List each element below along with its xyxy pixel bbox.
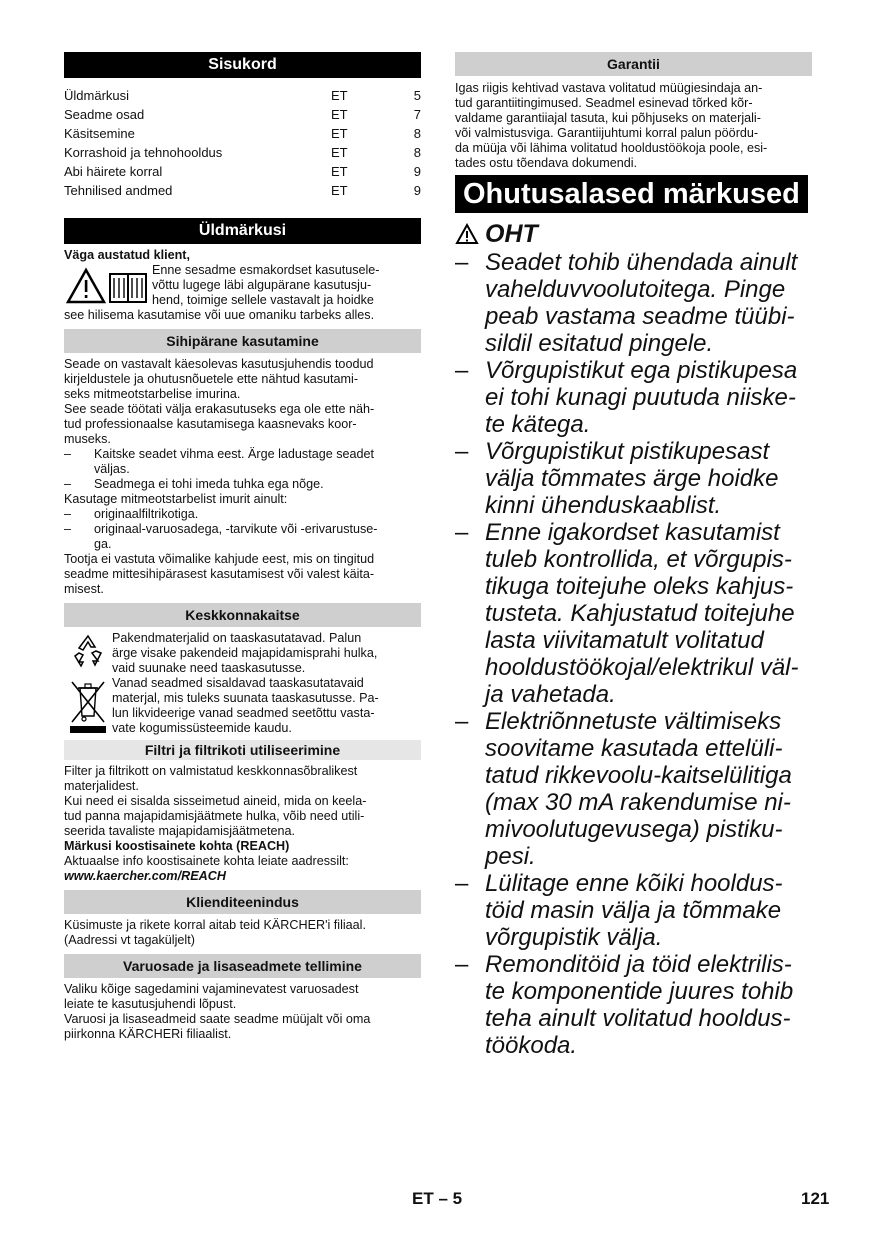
safety-item: – Enne igakordset kasutamist tuleb kontrollida, et võrgupis- tikuga toitejuhe oleks kahjus- tusteta. Kahjustatud toitejuhe lasta viivitamatult volitatud hooldustöökojal/elektrikul väl- ja vahetada. xyxy=(455,519,799,708)
right-column xyxy=(455,52,812,1059)
list-item: – originaalfiltrikotiga. xyxy=(64,507,199,521)
reach-title: Märkusi koostisainete kohta (REACH) xyxy=(64,839,290,853)
safety-item: – Lülitage enne kõiki hooldus- töid masin välja ja tõmmake võrgupistik välja. xyxy=(455,870,783,951)
list-item: – Kaitske seadet vihma eest. Ärge ladustage seadet väljas. xyxy=(64,447,375,476)
danger-heading: OHT xyxy=(455,219,812,249)
customer-service-heading: Klienditeenindus xyxy=(64,890,421,914)
toc-row[interactable] xyxy=(64,105,421,124)
warranty-heading: Garantii xyxy=(455,52,812,76)
general-heading: Üldmärkusi xyxy=(64,218,421,244)
weee-block: Vanad seadmed sisaldavad taaskasutatavaid materjal, mis tuleks suunata taaskasutusse. Pa- lun likvideerige vanad seadmed seetõttu vasta- vate kogumissüsteemide kaudu. xyxy=(64,676,421,736)
toc-title: Üldmärkusi xyxy=(64,88,130,103)
toc-row[interactable] xyxy=(64,124,421,143)
recycle-block: Pakendmaterjalid on taaskasutatavad. Palun ärge visake pakendeid majapidamisprahi hulka, vaid suunake need taaskasutusse. xyxy=(64,631,421,676)
toc-page: 7 xyxy=(413,107,421,122)
toc-row[interactable] xyxy=(64,86,421,105)
toc-lang: ET xyxy=(331,126,348,141)
page-number: 121 xyxy=(801,1189,830,1208)
greeting: Väga austatud klient, xyxy=(64,248,190,262)
left-column xyxy=(64,52,421,1042)
reach-link[interactable]: www.kaercher.com/REACH xyxy=(64,869,226,883)
warning-icon xyxy=(455,223,479,245)
toc-lang: ET xyxy=(331,88,348,103)
intended-use-heading: Sihipärane kasutamine xyxy=(64,329,421,353)
table-of-contents xyxy=(64,86,421,200)
toc-title: Korrashoid ja tehnohooldus xyxy=(64,145,223,160)
toc-page: 5 xyxy=(413,88,421,103)
toc-lang: ET xyxy=(331,107,348,122)
filter-disposal-heading: Filtri ja filtrikoti utiliseerimine xyxy=(64,740,421,760)
toc-page: 9 xyxy=(413,164,421,179)
toc-heading: Sisukord xyxy=(64,52,421,78)
safety-item: – Seadet tohib ühendada ainult vahelduvvoolutoitega. Pinge peab vastama seadme tüübi- sildil esitatud pingele. xyxy=(455,249,798,357)
toc-row[interactable] xyxy=(64,181,421,200)
toc-lang: ET xyxy=(331,145,348,160)
toc-page: 8 xyxy=(413,145,421,160)
spare-parts-heading: Varuosade ja lisaseadmete tellimine xyxy=(64,954,421,978)
safety-item: – Võrgupistikut pistikupesast välja tõmmates ärge hoidke kinni ühenduskaablist. xyxy=(455,438,779,519)
toc-row[interactable] xyxy=(64,162,421,181)
intended-use-body: Seade on vastavalt käesolevas kasutusjuhendis toodud kirjeldustele ja ohutusnõuetele ette nähtud kasutami- seks mitmeotstarbelise imurina. See seade töötati välja erakasutuseks ega ole ette näh- tud professionaalse kasutamisega kaasnevaks koor- museks. – Kaitske seadet vihma eest. Ärge ladustage seadet väljas. – Seadmega ei tohi imeda tuhka ega nõge. Kasutage mitmeotstarbelist imurit ainult: – originaalfiltrikotiga. – originaal-varuosadega, -tarvikute või -erivarustuse- ga. Tootja ei vastuta võimalike kahjude eest, mis on tingitud seadme mittesihipärasest kasutamisest või valest käita- misest. xyxy=(64,357,421,597)
list-item: – originaal-varuosadega, -tarvikute või -erivarustuse- ga. xyxy=(64,522,378,551)
toc-row[interactable] xyxy=(64,143,421,162)
recycle-icon xyxy=(64,631,112,676)
intro-last-line: see hilisema kasutamise või uue omaniku tarbeks alles. xyxy=(64,308,375,322)
customer-service-body: Küsimuste ja rikete korral aitab teid KÄRCHER'i filiaal. (Aadressi vt tagaküljelt) xyxy=(64,918,366,947)
toc-page: 8 xyxy=(413,126,421,141)
toc-title: Tehnilised andmed xyxy=(64,183,173,198)
toc-title: Seadme osad xyxy=(64,107,145,122)
toc-lang: ET xyxy=(331,183,348,198)
intro-block xyxy=(64,263,421,308)
list-item: – Seadmega ei tohi imeda tuhka ega nõge. xyxy=(64,477,324,491)
warranty-body: Igas riigis kehtivad vastava volitatud müügiesindaja an- tud garantiitingimused. Seadmel esinevad tõrked kõr- valdame garantiiajal tasuta, kui põhjuseks on materjali- või valmistusviga. Garantiijuhtumi korral palun pöördu- da müüja või lähima volitatud hooldustöökoja poole, esi- tades ostu tõendava dokumendi. xyxy=(455,81,768,170)
filter-disposal-body: Filter ja filtrikott on valmistatud keskkonnasõbralikest materjalidest. Kui need ei sisalda sisseimetud aineid, mida on keela- tud panna majapidamisjäätmete hulka, võib need utili- seerida tavaliste majapidamisjäätmetena. Märkusi koostisainete kohta (REACH) Aktuaalse info koostisainete kohta leiate aadressilt: www.kaercher.com/REACH xyxy=(64,764,421,884)
safety-title: Ohutusalased märkused xyxy=(455,175,808,213)
read-manual-icons xyxy=(64,263,152,308)
warning-manual-icon xyxy=(66,266,150,306)
toc-title: Abi häirete korral xyxy=(64,164,163,179)
spare-parts-body: Valiku kõige sagedamini vajaminevatest varuosadest leiate te kasutusjuhendi lõpust. Varuosi ja lisaseadmeid saate seadme müüjalt või oma piirkonna KÄRCHERi filiaalist. xyxy=(64,982,371,1041)
footer-lang-page: ET – 5 xyxy=(412,1189,463,1208)
environment-heading: Keskkonnakaitse xyxy=(64,603,421,627)
safety-item: – Remonditöid ja töid elektrilis- te komponentide juures tohib teha ainult volitatud hooldus- töökoda. xyxy=(455,951,794,1059)
toc-title: Käsitsemine xyxy=(64,126,135,141)
intro-text: Enne sesadme esmakordset kasutusele- võttu lugege läbi algupärane kasutusju- hend, toimige sellele vastavalt ja hoidke xyxy=(152,263,380,307)
safety-item: – Elektriõnnetuste vältimiseks soovitame kasutada ettelüli- tatud rikkevoolu-kaitselülitiga (max 30 mA rakendumise ni- mivoolutugevusega) pistiku- pesi. xyxy=(455,708,792,870)
toc-lang: ET xyxy=(331,164,348,179)
safety-list xyxy=(455,249,812,1059)
crossed-bin-icon xyxy=(64,676,112,736)
toc-page: 9 xyxy=(413,183,421,198)
safety-item: – Võrgupistikut ega pistikupesa ei tohi kunagi puutuda niiske- te kätega. xyxy=(455,357,798,438)
